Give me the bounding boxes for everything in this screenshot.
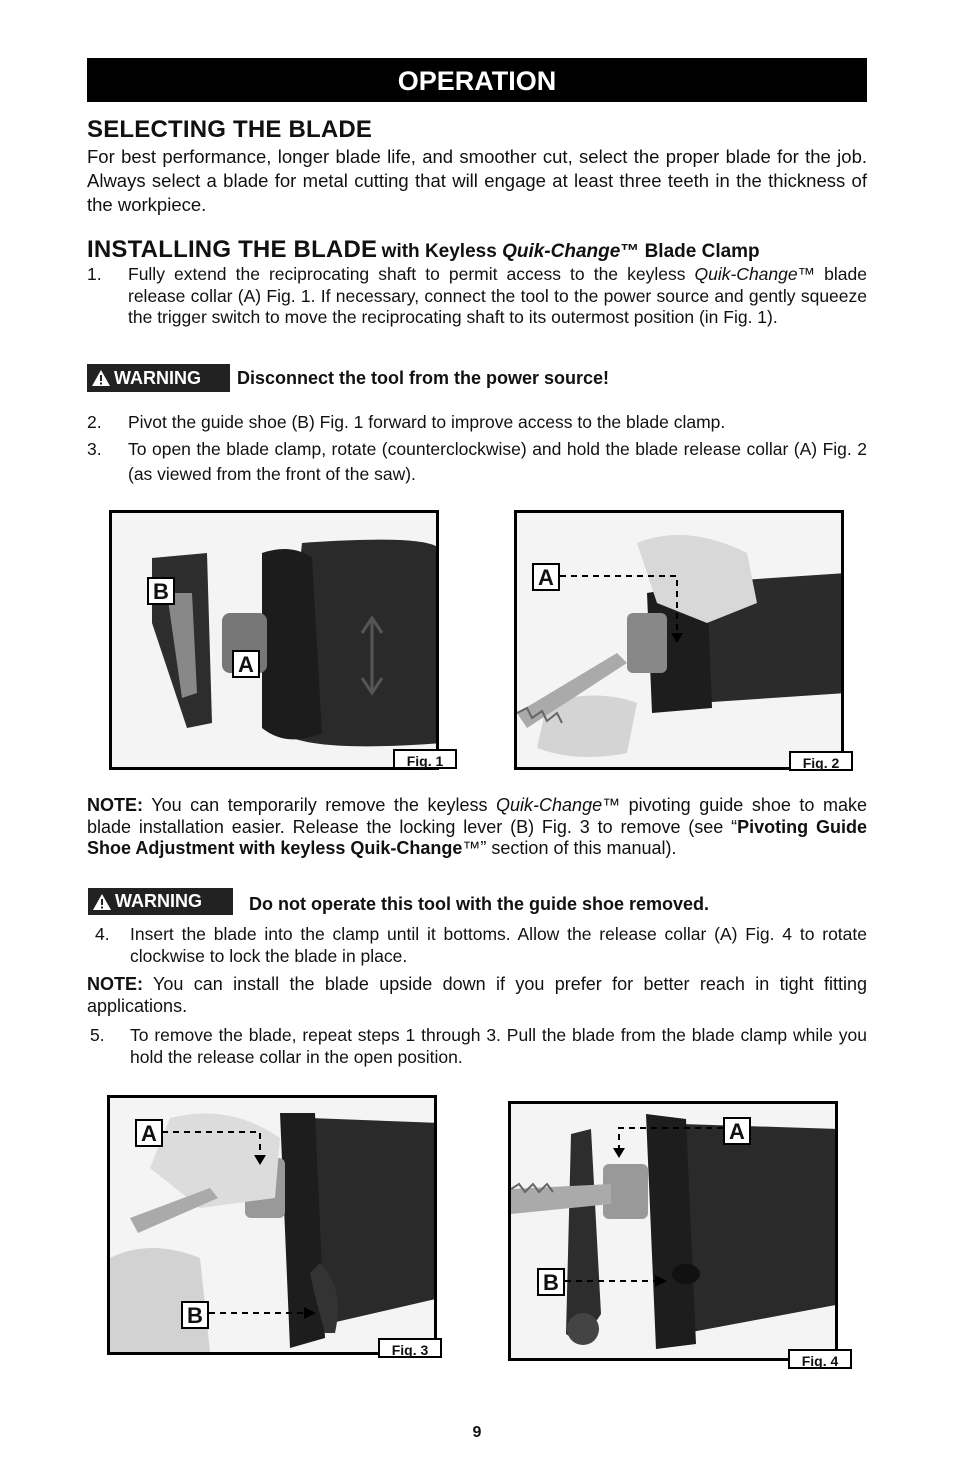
note-label: NOTE: (87, 795, 143, 815)
callout-arrow-dashed (560, 575, 690, 645)
step-text: To remove the blade, repeat steps 1 through 3. Pull the blade from the blade clamp while you hold the release collar in the open position. (130, 1025, 867, 1067)
step-number: 3. (87, 439, 102, 459)
saw-front-view-illustration (112, 513, 436, 767)
figure-tag: Fig. 4 (788, 1349, 852, 1369)
heading-selecting-blade: SELECTING THE BLADE (87, 116, 373, 143)
warning-message: Disconnect the tool from the power source! (237, 368, 610, 388)
note-text-e: ™” section of this manual). (462, 838, 677, 858)
callout-arrow-dashed (611, 1122, 725, 1162)
note-text-a: You can temporarily remove the keyless (143, 795, 497, 815)
page-number: 9 (472, 1424, 482, 1441)
warning-triangle-icon (92, 893, 112, 911)
list-item (87, 264, 867, 352)
figure-3-photo (107, 1095, 437, 1355)
callout-arrow-dashed (209, 1306, 319, 1320)
heading-installing-blade (87, 236, 760, 264)
callout-arrow-dashed (565, 1274, 669, 1288)
step-number: 5. (90, 1025, 105, 1045)
callout-arrow-dashed (162, 1131, 272, 1171)
figure-4-photo (508, 1101, 838, 1361)
note-paragraph (87, 974, 867, 1017)
list-item (87, 1025, 867, 1069)
step-text (128, 264, 867, 329)
warning-triangle-icon (91, 369, 111, 387)
note-text-b: Quik-Change (496, 795, 603, 815)
note-paragraph (87, 795, 867, 860)
list-item (87, 437, 867, 485)
figure-2-photo (514, 510, 844, 770)
figure-tag: Fig. 3 (378, 1338, 442, 1358)
step-text: Insert the blade into the clamp until it bottoms. Allow the release collar (A) Fig. 4 to rotate clockwise to lock the blade in place. (130, 924, 867, 966)
callout-label: A (723, 1117, 751, 1145)
list-item (87, 412, 867, 434)
step-text-a: Fully extend the reciprocating shaft to permit access to the keyless (128, 264, 695, 284)
warning-message: Do not operate this tool with the guide shoe removed. (249, 894, 710, 914)
section-banner: OPERATION (87, 58, 867, 102)
note-text-d: Pivoting Guide Shoe Adjustment with keyless Quik-Change (87, 816, 867, 858)
step-number: 2. (87, 412, 102, 432)
figure-tag: Fig. 2 (789, 751, 853, 771)
note-text: You can install the blade upside down if you prefer for better reach in tight fitting applications. (87, 974, 867, 1016)
step-text-c: ™ blade release collar (A) Fig. 1. If necessary, connect the tool to the power source and gently squeeze the trigger switch to move the reciprocating shaft to its outermost position (in Fig. 1). (128, 264, 867, 327)
warning-label: WARNING (114, 367, 201, 388)
callout-label: B (181, 1301, 209, 1329)
step-text: Pivot the guide shoe (B) Fig. 1 forward to improve access to the blade clamp. (128, 412, 726, 432)
callout-label: A (135, 1119, 163, 1147)
list-item (87, 924, 867, 968)
callout-label: B (147, 577, 175, 605)
callout-label: A (532, 563, 560, 591)
note-text-c: ™ pivoting guide shoe to make blade installation easier. Release the locking lever (B) Fig. 3 to remove (see “ (87, 795, 867, 837)
sub-part-2: Quik-Change (502, 241, 621, 262)
heading-installing-sub (382, 241, 760, 262)
callout-label: B (537, 1268, 565, 1296)
warning-badge (87, 364, 230, 392)
warning-badge (88, 888, 233, 915)
step-number: 1. (87, 264, 102, 284)
sub-part-1: with Keyless (381, 241, 503, 262)
step-text-b: Quik-Change (694, 264, 798, 284)
figure-tag: Fig. 1 (393, 749, 457, 769)
callout-label: A (232, 650, 260, 678)
sub-part-3: ™ Blade Clamp (620, 241, 760, 262)
paragraph-selecting-blade: For best performance, longer blade life, and smoother cut, select the proper blade for the job. Always select a blade for metal cutting that will engage at least three teeth in the thickness of the workpiece. (87, 146, 867, 215)
step-number: 4. (95, 924, 110, 944)
heading-installing-main: INSTALLING THE BLADE (87, 236, 378, 263)
figure-1-photo (109, 510, 439, 770)
step-text: To open the blade clamp, rotate (counterclockwise) and hold the blade release collar (A) Fig. 2 (as viewed from the front of the saw). (128, 439, 867, 484)
warning-label: WARNING (115, 891, 202, 911)
note-label: NOTE: (87, 974, 143, 994)
